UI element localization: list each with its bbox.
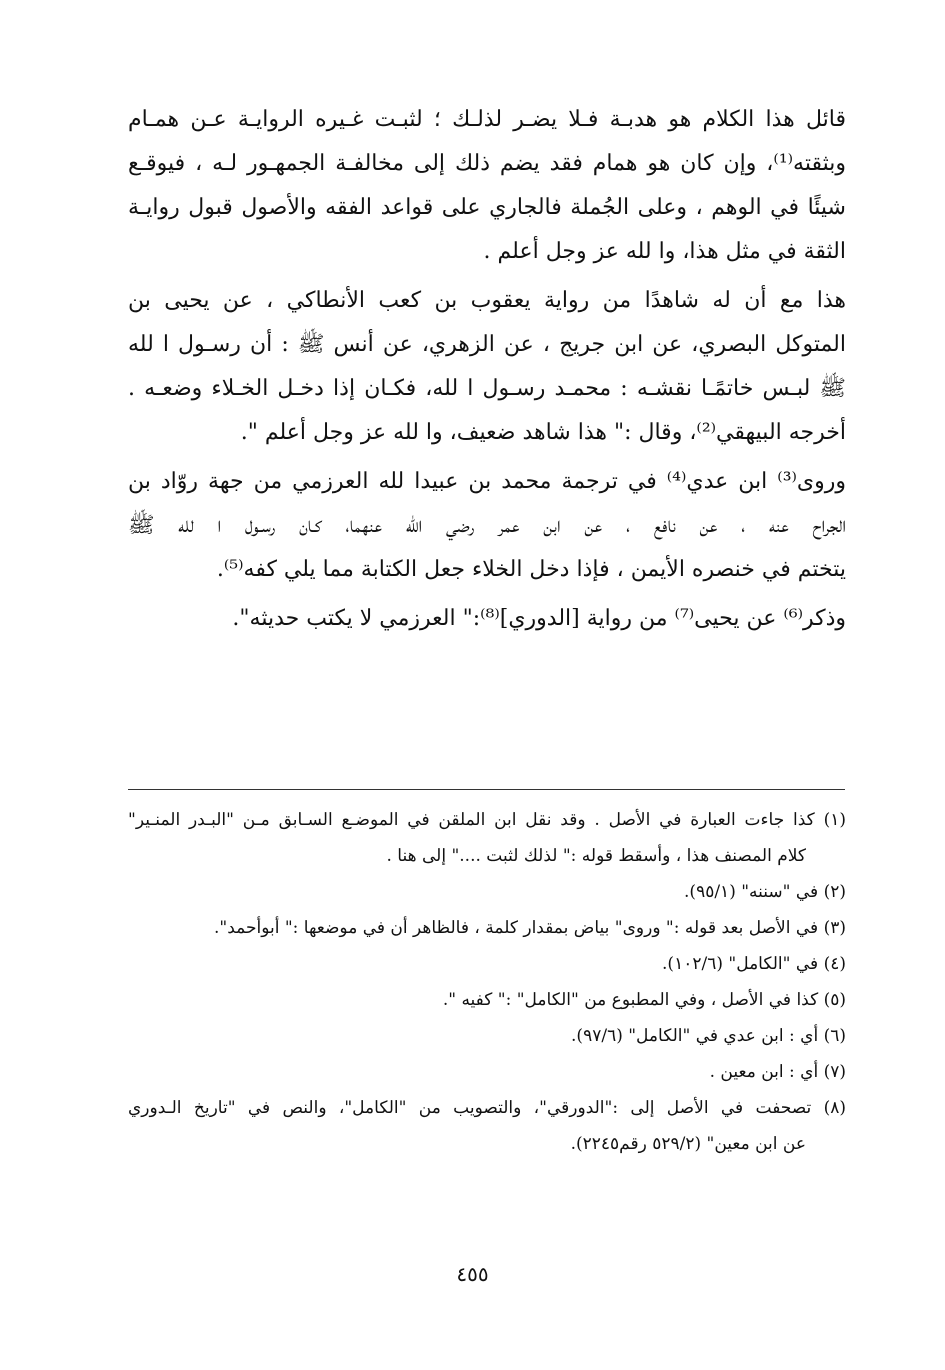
main-text bbox=[128, 98, 846, 641]
footnote-line: (٥) كذا في الأصل ، وفي المطبوع من "الكامل" :" كفيه ". bbox=[442, 990, 846, 1010]
text-line: شيئًا في الوهم ، وعلى الجُملة فالجاري على قواعد الفقه والأصول قبول روايـة bbox=[128, 195, 846, 220]
text-line: المتوكل البصري، عن ابن جريج ، عن الزهري، عن أنس ﷺ : أن رسـول ا لله bbox=[128, 332, 846, 357]
footnote-line: (١) كذا جاءت العبارة في الأصل . وقد نقل ابن الملقن في الموضـع السـابق مـن "البـدر المنـير" bbox=[128, 810, 846, 830]
footnote-line: (٤) في "الكامل" (١٠٢/٦). bbox=[662, 954, 846, 974]
footnote-line: (٨) تصحفت في الأصل إلى :"الدورقي"، والتصويب من "الكامل"، والنص في "تاريخ الـدوري bbox=[128, 1098, 846, 1118]
text-line: وبثقته⁽¹⁾، وإن كان هو همام فقد يضم ذلك إلى مخالفـة الجمهـور لـه ، فيوقـع bbox=[128, 151, 846, 176]
page-number: ٤٥٥ bbox=[456, 1262, 489, 1286]
footnote-line: عن ابن معين" (٥٢٩/٢ رقم٢٢٤٥). bbox=[570, 1134, 806, 1154]
footnotes bbox=[128, 802, 846, 1162]
text-line: يتختم في خنصره الأيمن ، فإذا دخل الخلاء جعل الكتابة مما يلي كفه⁽⁵⁾. bbox=[216, 557, 846, 582]
footnote-line: (٧) أي : ابن معين . bbox=[709, 1062, 846, 1082]
text-line: قائل هذا الكلام هو هدبـة فـلا يضـر لذلـك ؛ لثبـت غـيره الروايـة عـن همـام bbox=[128, 107, 846, 132]
footnote-line: كلام المصنف هذا ، وأسقط قوله :" لذلك لثبت ...." إلى هنا . bbox=[386, 846, 806, 866]
footnote-divider bbox=[128, 789, 845, 790]
footnote-line: (٣) في الأصل بعد قوله :" وروى" بياض بمقدار كلمة ، فالظاهر أن في موضعها :" أبوأحمد". bbox=[213, 918, 846, 938]
footnote-line: (٦) أي : ابن عدي في "الكامل" (٩٧/٦). bbox=[571, 1026, 846, 1046]
text-line: وذكر⁽⁶⁾ عن يحيى⁽⁷⁾ من رواية [الدوري]⁽⁸⁾:" العرزمي لا يكتب حديثه". bbox=[232, 606, 846, 631]
footnote-line: (٢) في "سننه" (٩٥/١). bbox=[684, 882, 846, 902]
text-line: هذا مع أن له شاهدًا من رواية يعقوب بن كعب الأنطاكي ، عن يحيى بن bbox=[128, 288, 846, 313]
text-line: وروى⁽³⁾ ابن عدي⁽⁴⁾ في ترجمة محمد بن عبيدا لله العرزمي من جهة روّاد بن bbox=[128, 469, 847, 494]
text-line: الثقة في مثل هذا، وا لله عز وجل أعلم . bbox=[483, 239, 846, 264]
text-line: الجراح عنه ، عن نافع ، عن ابن عمر رضي الله عنهما، كـان رسـول ا لله ﷺ bbox=[128, 513, 846, 538]
text-line: ﷺ لبـس خاتمًـا نقشـه : محمـد رسـول ا لله، فكـان إذا دخـل الخـلاء وضعـه . bbox=[128, 376, 846, 401]
text-line: أخرجه البيهقي⁽²⁾، وقال :" هذا شاهد ضعيف، وا لله عز وجل أعلم ". bbox=[240, 420, 846, 445]
